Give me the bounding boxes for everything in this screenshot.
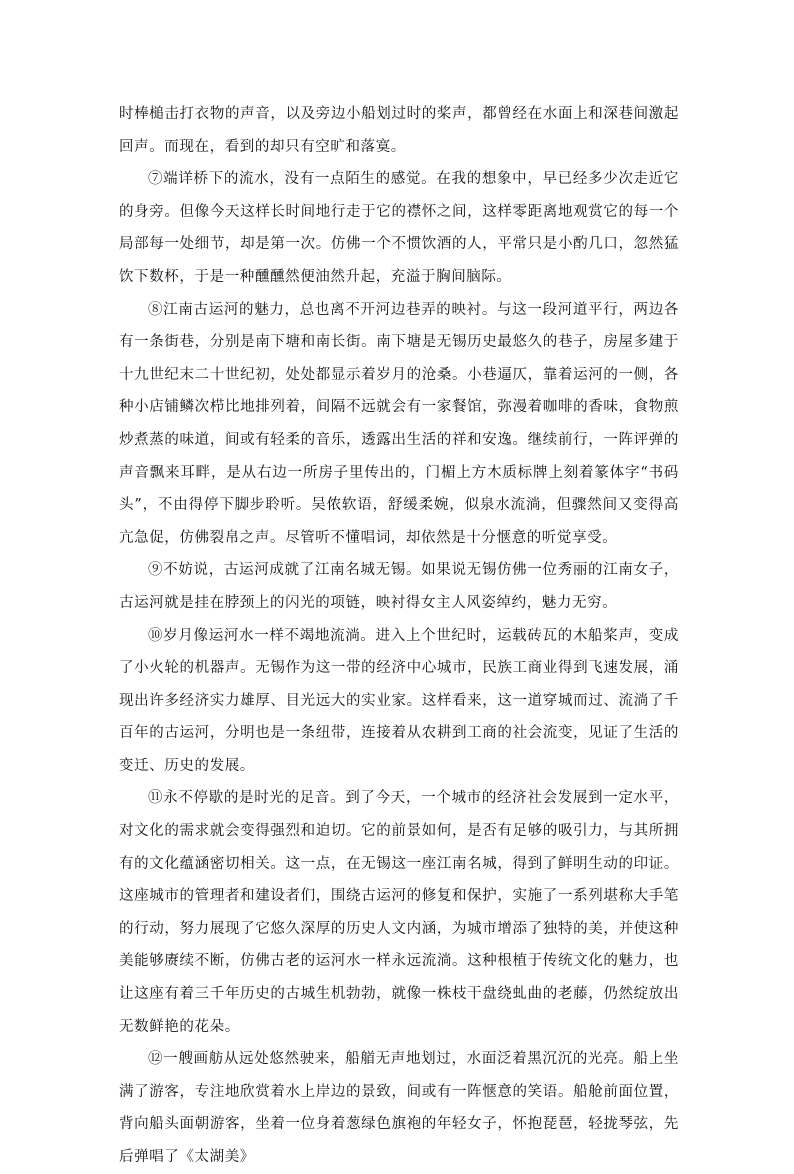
paragraph-8: ⑧江南古运河的魅力，总也离不开河边巷弄的映衬。与这一段河道平行，两边各有一条街巷，分别是南下塘和南长街。南下塘是无锡历史最悠久的巷子，房屋多建于十九世纪末二十世纪初，处处都显示着岁月的沧桑。小巷逼仄，靠着运河的一侧，各种小店铺鳞次栉比地排列着，间隔不远就会有一家餐馆，弥漫着咖啡的香味，食物煎炒煮蒸的味道，间或有轻柔的音乐，透露出生活的祥和安逸。继续前行，一阵评弹的声音飘来耳畔，是从右边一所房子里传出的，门楣上方木质标牌上刻着篆体字“书码头”，不由得停下脚步聆听。吴侬软语，舒缓柔婉，似泉水流淌，但骤然间又变得高亢急促，仿佛裂帛之声。尽管听不懂唱词，却依然是十分惬意的听觉享受。 xyxy=(119,301,679,546)
article-body xyxy=(119,98,679,1174)
paragraph-continued: 时棒槌击打衣物的声音，以及旁边小船划过时的桨声，都曾经在水面上和深巷间激起回声。而现在，看到的却只有空旷和落寞。 xyxy=(119,106,679,155)
paragraph-7: ⑦端详桥下的流水，没有一点陌生的感觉。在我的想象中，早已经多少次走近它的身旁。但像今天这样长时间地行走于它的襟怀之间，这样零距离地观赏它的每一个局部每一处细节，却是第一次。仿佛一个不惯饮酒的人，平常只是小酌几口，忽然猛饮下数杯，于是一种醺醺然便油然升起，充溢于胸间脑际。 xyxy=(119,171,679,285)
paragraph-9: ⑨不妨说，古运河成就了江南名城无锡。如果说无锡仿佛一位秀丽的江南女子，古运河就是挂在脖颈上的闪光的项链，映衬得女主人风姿绰约，魅力无穷。 xyxy=(119,562,679,611)
paragraph-10: ⑩岁月像运河水一样不竭地流淌。进入上个世纪时，运载砖瓦的木船桨声，变成了小火轮的机器声。无锡作为这一带的经济中心城市，民族工商业得到飞速发展，涌现出许多经济实力雄厚、目光远大的实业家。这样看来，这一道穿城而过、流淌了千百年的古运河，分明也是一条纽带，连接着从农耕到工商的社会流变，见证了生活的变迁、历史的发展。 xyxy=(119,627,679,774)
paragraph-12: ⑫一艘画舫从远处悠然驶来，船艏无声地划过，水面泛着黑沉沉的光亮。船上坐满了游客，专注地欣赏着水上岸边的景致，间或有一阵惬意的笑语。船舱前面位置，背向船头面朝游客，坐着一位身着葱绿色旗袍的年轻女子，怀抱琵琶，轻拢琴弦，先后弹唱了《太湖美》 xyxy=(119,1051,679,1165)
paragraph-11: ⑪永不停歇的是时光的足音。到了今天，一个城市的经济社会发展到一定水平，对文化的需求就会变得强烈和迫切。它的前景如何，是否有足够的吸引力，与其所拥有的文化蕴涵密切相关。这一点，在无锡这一座江南名城，得到了鲜明生动的印证。这座城市的管理者和建设者们，围绕古运河的修复和保护，实施了一系列堪称大手笔的行动，努力展现了它悠久深厚的历史人文内涵，为城市增添了独特的美，并使这种美能够赓续不断，仿佛古老的运河水一样永远流淌。这种根植于传统文化的魅力，也让这座有着三千年历史的古城生机勃勃，就像一株枝干盘绕虬曲的老藤，仍然绽放出无数鲜艳的花朵。 xyxy=(119,790,679,1035)
